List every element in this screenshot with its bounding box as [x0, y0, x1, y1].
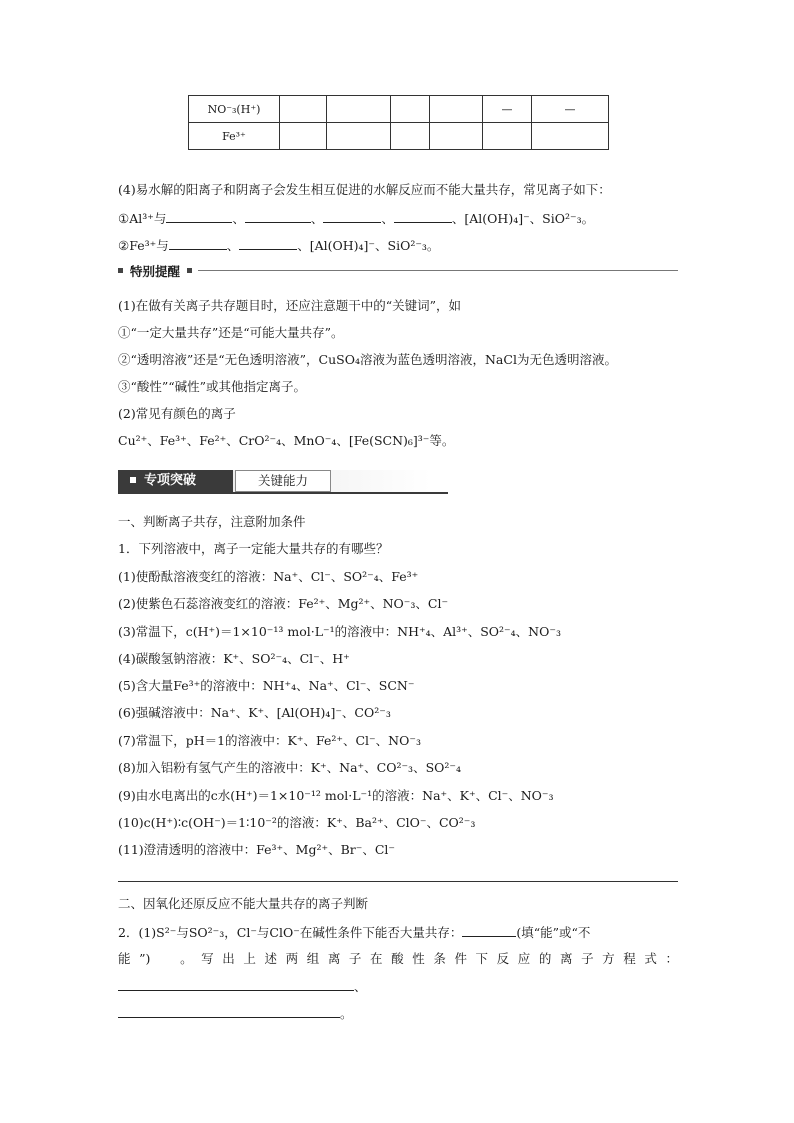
section4-line2-end: 、[Al(OH)₄]⁻、SiO²⁻₃。	[297, 238, 440, 253]
separator: 、	[226, 238, 240, 253]
question-1: 1．下列溶液中，离子一定能大量共存的有哪些？	[118, 541, 389, 556]
section4-line1-end: 、[Al(OH)₄]⁻、SiO²⁻₃。	[451, 211, 595, 226]
ion-coexistence-table	[188, 95, 609, 150]
table-cell-ion: Fe³⁺	[189, 123, 280, 150]
question-item: (7)常温下，pH＝1的溶液中：K⁺、Fe²⁺、Cl⁻、NO⁻₃	[118, 733, 421, 748]
answer-blank[interactable]	[462, 924, 516, 937]
question-item: (8)加入铝粉有氢气产生的溶液中：K⁺、Na⁺、CO²⁻₃、SO²⁻₄	[118, 760, 461, 775]
special-tip-label: 特别提醒	[130, 264, 181, 279]
square-bullet-icon	[118, 268, 123, 273]
section4-intro: (4)易水解的阳离子和阴离子会发生相互促进的水解反应而不能大量共存，常见离子如下：	[118, 182, 611, 197]
section4-line1-start: ①Al³⁺与	[118, 211, 167, 226]
answer-line[interactable]	[118, 881, 678, 882]
table-cell	[391, 123, 430, 150]
table-row	[189, 96, 609, 123]
question-item: (6)强碱溶液中：Na⁺、K⁺、[Al(OH)₄]⁻、CO²⁻₃	[118, 705, 391, 720]
separator: 、	[232, 211, 245, 226]
section-banner	[118, 470, 431, 494]
part2-heading: 二、因氧化还原反应不能大量共存的离子判断	[118, 896, 369, 911]
tip-item: ①“一定大量共存”还是“可能大量共存”。	[118, 325, 344, 340]
tip-item: ③“酸性”“碱性”或其他指定离子。	[118, 379, 307, 394]
period: 。	[340, 1006, 353, 1021]
table-cell: —	[532, 96, 609, 123]
square-bullet-icon	[187, 268, 192, 273]
table-cell	[532, 123, 609, 150]
separator: 、	[310, 211, 324, 226]
question-item: (11)澄清透明的溶液中：Fe³⁺、Mg²⁺、Br⁻、Cl⁻	[118, 842, 395, 857]
section4-line1	[118, 210, 594, 227]
question-item: (10)c(H⁺)∶c(OH⁻)＝1∶10⁻²的溶液：K⁺、Ba²⁺、ClO⁻、CO²⁻₃	[118, 815, 476, 830]
question-item: (4)碳酸氢钠溶液：K⁺、SO²⁻₄、Cl⁻、H⁺	[118, 651, 350, 666]
question-2-line3	[118, 978, 367, 995]
answer-blank[interactable]	[169, 237, 227, 250]
tip-item: (2)常见有颜色的离子	[118, 406, 236, 421]
table-cell	[430, 96, 483, 123]
answer-blank[interactable]	[118, 1005, 340, 1018]
square-bullet-icon	[130, 477, 136, 483]
tip-item: ②“透明溶液”还是“无色透明溶液”，CuSO₄溶液为蓝色透明溶液，NaCl为无色透明溶液。	[118, 352, 617, 367]
answer-blank[interactable]	[394, 210, 452, 223]
part1-heading: 一、判断离子共存，注意附加条件	[118, 514, 306, 529]
question-2-text: 2．(1)S²⁻与SO²⁻₃，Cl⁻与ClO⁻在碱性条件下能否大量共存：	[118, 925, 463, 940]
table-cell	[327, 123, 391, 150]
banner-dark-tab	[118, 470, 233, 492]
table-cell-ion: NO⁻₃(H⁺)	[189, 96, 280, 123]
separator: 、	[381, 211, 394, 226]
table-cell	[483, 123, 532, 150]
question-item: (9)由水电离出的c水(H⁺)＝1×10⁻¹² mol·L⁻¹的溶液：Na⁺、K⁺、Cl⁻、NO⁻₃	[118, 788, 554, 803]
question-item: (5)含大量Fe³⁺的溶液中：NH⁺₄、Na⁺、Cl⁻、SCN⁻	[118, 678, 415, 693]
question-item: (2)使紫色石蕊溶液变红的溶液：Fe²⁺、Mg²⁺、NO⁻₃、Cl⁻	[118, 596, 449, 611]
banner-dark-label: 专项突破	[144, 473, 197, 488]
table-cell	[327, 96, 391, 123]
answer-blank[interactable]	[166, 210, 232, 223]
tip-item: (1)在做有关离子共存题目时，还应注意题干中的“关键词”，如	[118, 298, 461, 313]
tip-item: Cu²⁺、Fe³⁺、Fe²⁺、CrO²⁻₄、MnO⁻₄、[Fe(SCN)₆]³⁻等。	[118, 433, 455, 448]
banner-light-tab: 关键能力	[235, 470, 331, 492]
banner-underline	[118, 492, 448, 494]
question-item: (1)使酚酞溶液变红的溶液：Na⁺、Cl⁻、SO²⁻₄、Fe³⁺	[118, 569, 419, 584]
section4-line2-start: ②Fe³⁺与	[118, 238, 169, 253]
answer-blank[interactable]	[118, 978, 354, 991]
question-2-hint: (填“能”或“不	[516, 925, 591, 940]
table-cell	[280, 96, 327, 123]
table-cell	[391, 96, 430, 123]
question-item: (3)常温下，c(H⁺)＝1×10⁻¹³ mol·L⁻¹的溶液中：NH⁺₄、Al³⁺、SO²⁻₄、NO⁻₃	[118, 624, 561, 639]
special-tip-heading	[118, 262, 678, 280]
table-row	[189, 123, 609, 150]
question-2-line1	[118, 924, 590, 941]
answer-blank[interactable]	[323, 210, 381, 223]
table-cell: —	[483, 96, 532, 123]
question-2-line2-text: 能”) 。写出上述两组离子在酸性条件下反应的离子方程式：	[118, 951, 678, 966]
answer-blank[interactable]	[245, 210, 311, 223]
divider	[198, 270, 678, 271]
table-cell	[280, 123, 327, 150]
separator: 、	[354, 979, 367, 994]
answer-blank[interactable]	[239, 237, 297, 250]
table-cell	[430, 123, 483, 150]
section4-line2	[118, 237, 439, 254]
question-2-line2	[118, 951, 678, 967]
question-2-line4	[118, 1005, 353, 1022]
